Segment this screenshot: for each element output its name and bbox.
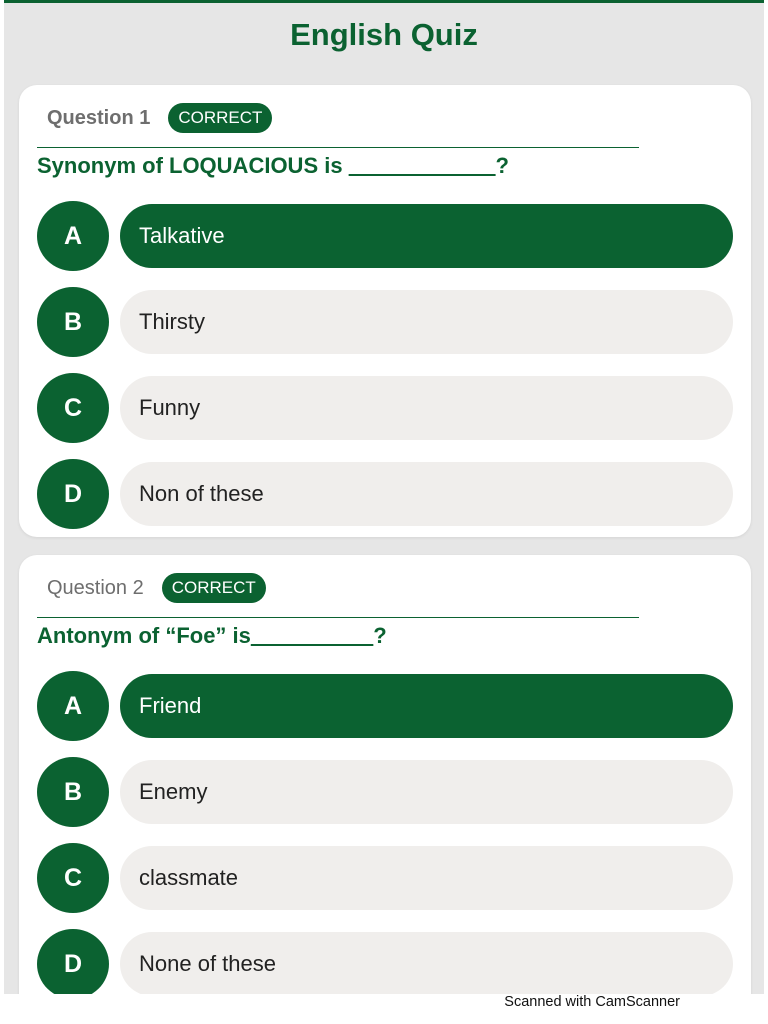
answer-blank: __________ bbox=[250, 623, 374, 648]
question-card-2 bbox=[19, 555, 751, 994]
option-d[interactable] bbox=[37, 459, 733, 529]
option-a[interactable] bbox=[37, 671, 733, 741]
options-list bbox=[37, 671, 733, 994]
question-header bbox=[47, 572, 266, 604]
page-title: English Quiz bbox=[290, 17, 478, 52]
option-b[interactable] bbox=[37, 287, 733, 357]
question-number: Question 2 bbox=[47, 576, 144, 599]
divider bbox=[37, 147, 639, 148]
question-card-1 bbox=[19, 85, 751, 537]
options-list bbox=[37, 201, 733, 545]
option-letter[interactable]: B bbox=[37, 757, 109, 827]
option-c[interactable] bbox=[37, 373, 733, 443]
option-b[interactable] bbox=[37, 757, 733, 827]
scanner-watermark: Scanned with CamScanner bbox=[504, 994, 680, 1010]
divider bbox=[37, 617, 639, 618]
question-text bbox=[37, 623, 387, 649]
option-letter[interactable]: D bbox=[37, 459, 109, 529]
question-mark: ? bbox=[373, 623, 387, 648]
quiz-screen bbox=[4, 0, 764, 994]
option-answer[interactable]: Funny bbox=[120, 376, 733, 440]
question-prompt: Synonym of LOQUACIOUS is bbox=[37, 153, 349, 178]
question-mark: ? bbox=[495, 153, 509, 178]
option-letter[interactable]: C bbox=[37, 843, 109, 913]
option-letter[interactable]: A bbox=[37, 671, 109, 741]
option-answer[interactable]: None of these bbox=[120, 932, 733, 994]
option-letter[interactable]: A bbox=[37, 201, 109, 271]
option-answer[interactable]: classmate bbox=[120, 846, 733, 910]
option-answer[interactable]: Enemy bbox=[120, 760, 733, 824]
option-answer[interactable]: Thirsty bbox=[120, 290, 733, 354]
option-answer[interactable]: Non of these bbox=[120, 462, 733, 526]
question-text bbox=[37, 153, 509, 179]
status-badge: CORRECT bbox=[168, 103, 272, 133]
option-letter[interactable]: D bbox=[37, 929, 109, 994]
option-d[interactable] bbox=[37, 929, 733, 994]
option-answer-selected[interactable]: Friend bbox=[120, 674, 733, 738]
question-header bbox=[47, 102, 272, 134]
status-badge: CORRECT bbox=[162, 573, 266, 603]
option-a[interactable] bbox=[37, 201, 733, 271]
option-answer-selected[interactable]: Talkative bbox=[120, 204, 733, 268]
question-prompt: Antonym of “Foe” is bbox=[37, 623, 251, 648]
question-number: Question 1 bbox=[47, 106, 151, 129]
option-letter[interactable]: B bbox=[37, 287, 109, 357]
option-letter[interactable]: C bbox=[37, 373, 109, 443]
answer-blank: ____________ bbox=[348, 153, 496, 178]
option-c[interactable] bbox=[37, 843, 733, 913]
